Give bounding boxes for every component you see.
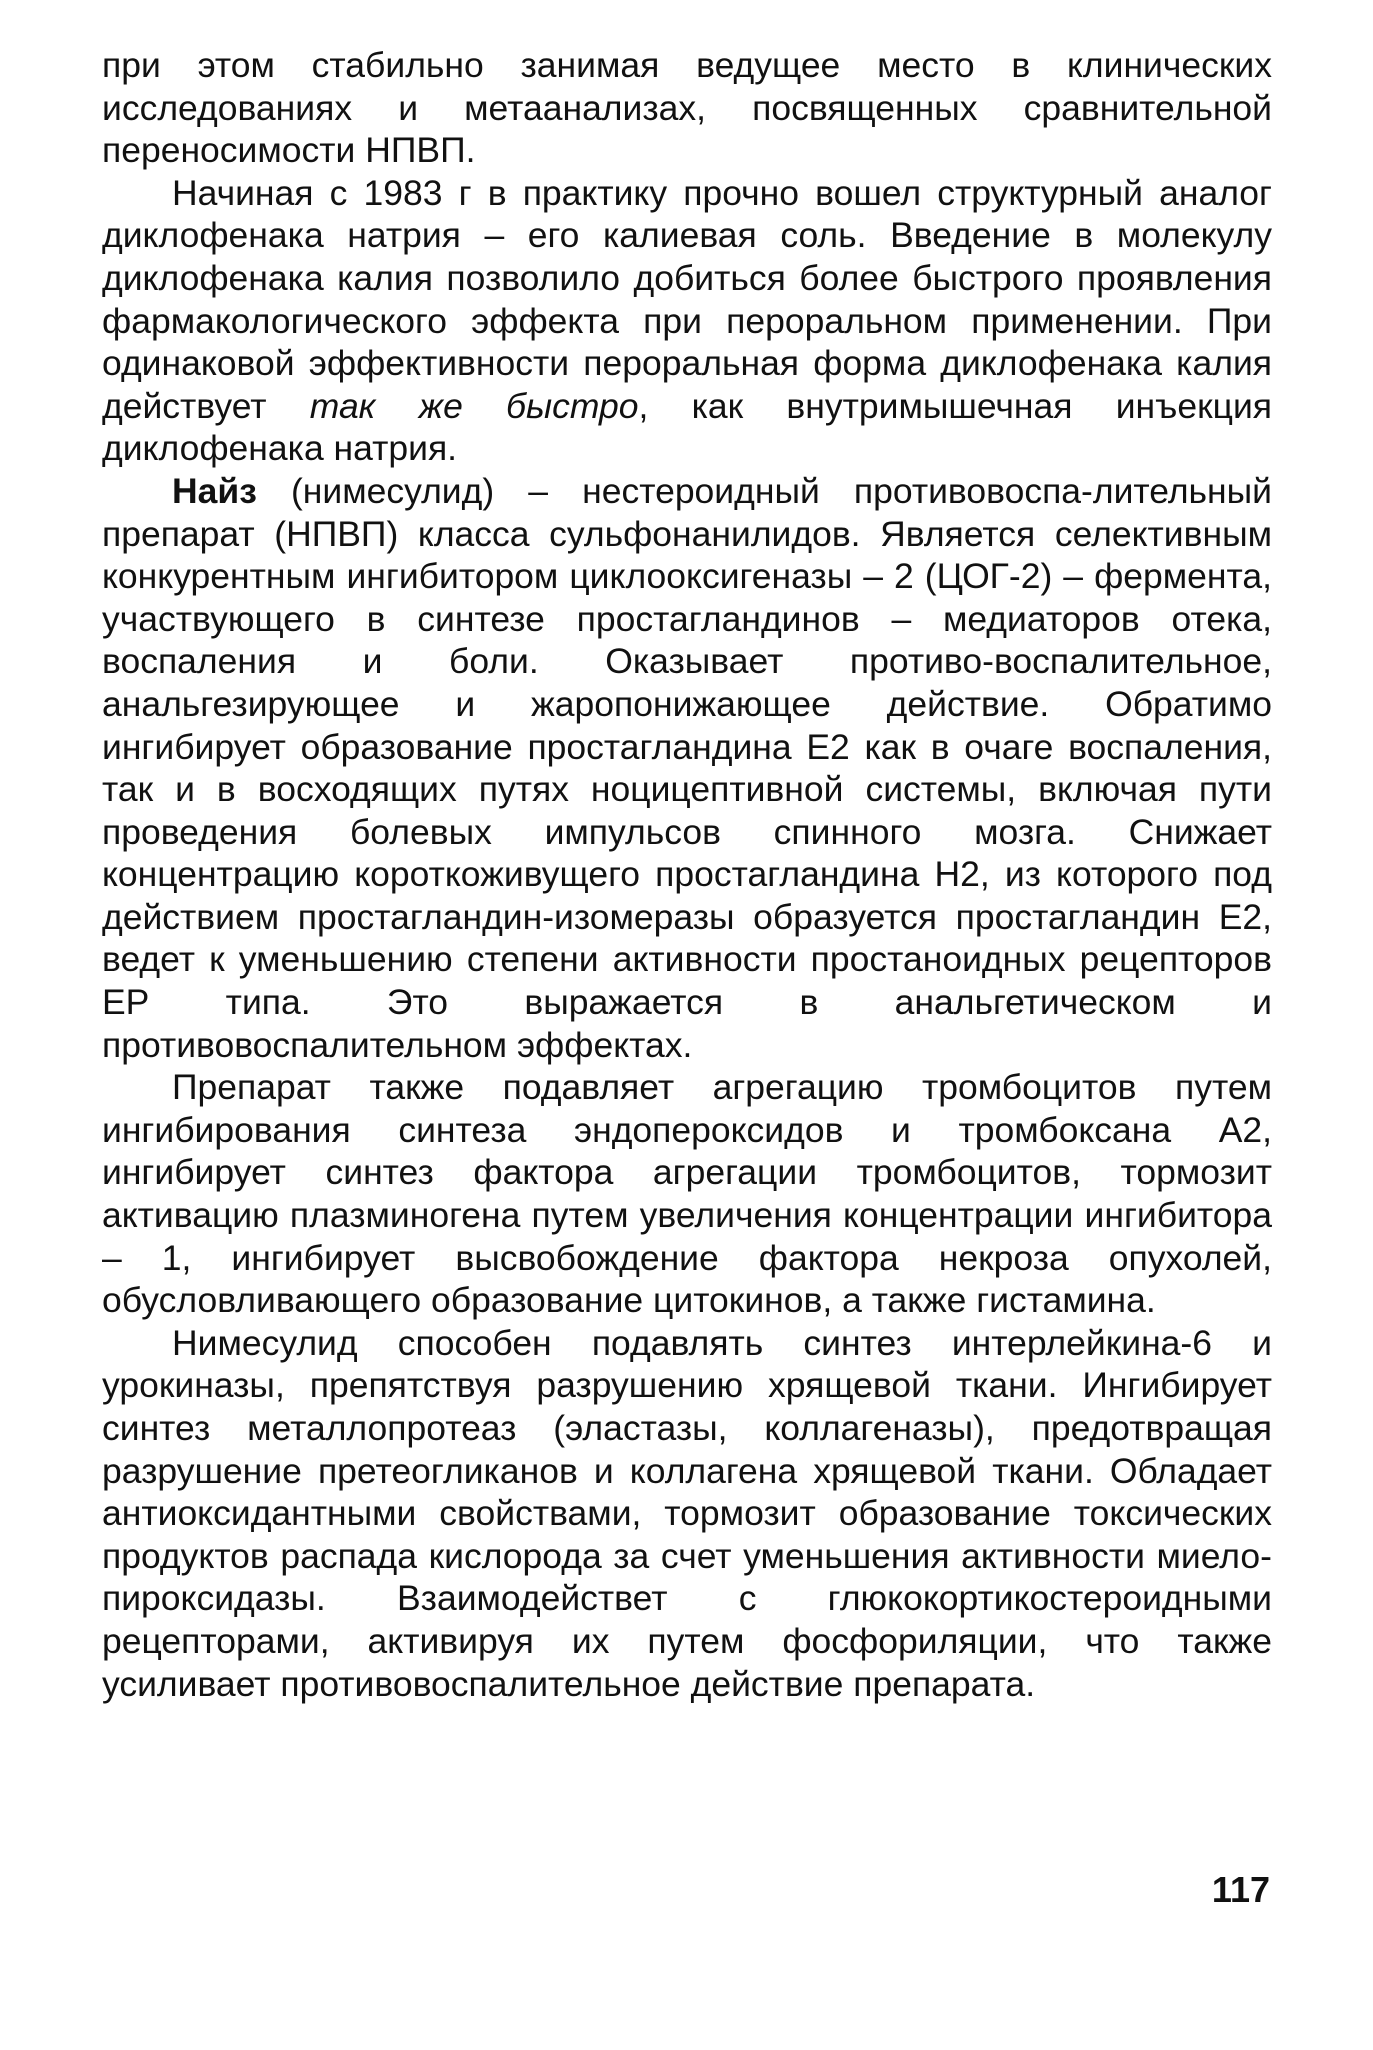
paragraph-4 bbox=[102, 1066, 1272, 1322]
paragraph-5 bbox=[102, 1322, 1272, 1705]
paragraph-5-text: Нимесулид способен подавлять синтез интерлейкина-6 и урокиназы, препятствуя разрушению хрящевой ткани. Ингибирует синтез металлопротеаз (эластазы, коллагеназы), предотвращая разрушение претеогликанов и коллагена хрящевой ткани. Обладает антиоксидантными свойствами, тормозит образование токсических продуктов распада кислорода за счет уменьшения активности миело-пироксидазы. Взаимодействет с глюкокортикостероидными рецепторами, активируя их путем фосфориляции, что также усиливает противовоспалительное действие препарата. bbox=[102, 1322, 1272, 1704]
paragraph-1-text: при этом стабильно занимая ведущее место в клинических исследованиях и метаанализах, посвященных сравнительной переносимости НПВП. bbox=[102, 45, 1272, 171]
paragraph-3 bbox=[102, 470, 1272, 1066]
page-number: 117 bbox=[1211, 1869, 1270, 1910]
paragraph-3-text: (нимесулид) – нестероидный противовоспа-лительный препарат (НПВП) класса сульфонанилидов. Является селективным конкурентным ингибитором циклооксигеназы – 2 (ЦОГ-2) – фермента, участвующего в синтезе простагландинов – медиаторов отека, воспаления и боли. Оказывает противо-воспалительное, анальгезирующее и жаропонижающее действие. Обратимо ингибирует образование простагландина Е2 как в очаге воспаления, так и в восходящих путях ноцицептивной системы, включая пути проведения болевых импульсов спинного мозга. Снижает концентрацию короткоживущего простагландина Н2, из которого под действием простагландин-изомеразы образуется простагландин Е2, ведет к уменьшению степени активности простаноидных рецепторов ЕР типа. Это выражается в анальгетическом и противовоспалительном эффектах. bbox=[102, 470, 1272, 1065]
paragraph-2-text-b: , как внутримышечная инъекция диклофенака натрия. bbox=[102, 385, 1272, 469]
paragraph-2-italic: так же быстро bbox=[309, 385, 639, 426]
paragraph-2-text-a: Начиная с 1983 г в практику прочно вошел структурный аналог диклофенака натрия – его калиевая соль. Введение в молекулу диклофенака калия позволило добиться более быстрого проявления фармакологического эффекта при пероральном применении. При одинаковой эффективности пероральная форма диклофенака калия действует bbox=[102, 172, 1272, 426]
drug-name-bold: Найз bbox=[172, 470, 257, 511]
paragraph-1 bbox=[102, 44, 1272, 172]
body-text bbox=[102, 44, 1272, 1705]
paragraph-2 bbox=[102, 172, 1272, 470]
paragraph-4-text: Препарат также подавляет агрегацию тромбоцитов путем ингибирования синтеза эндопероксидов и тромбоксана А2, ингибирует синтез фактора агрегации тромбоцитов, тормозит активацию плазминогена путем увеличения концентрации ингибитора – 1, ингибирует высвобождение фактора некроза опухолей, обусловливающего образование цитокинов, а также гистамина. bbox=[102, 1067, 1272, 1321]
